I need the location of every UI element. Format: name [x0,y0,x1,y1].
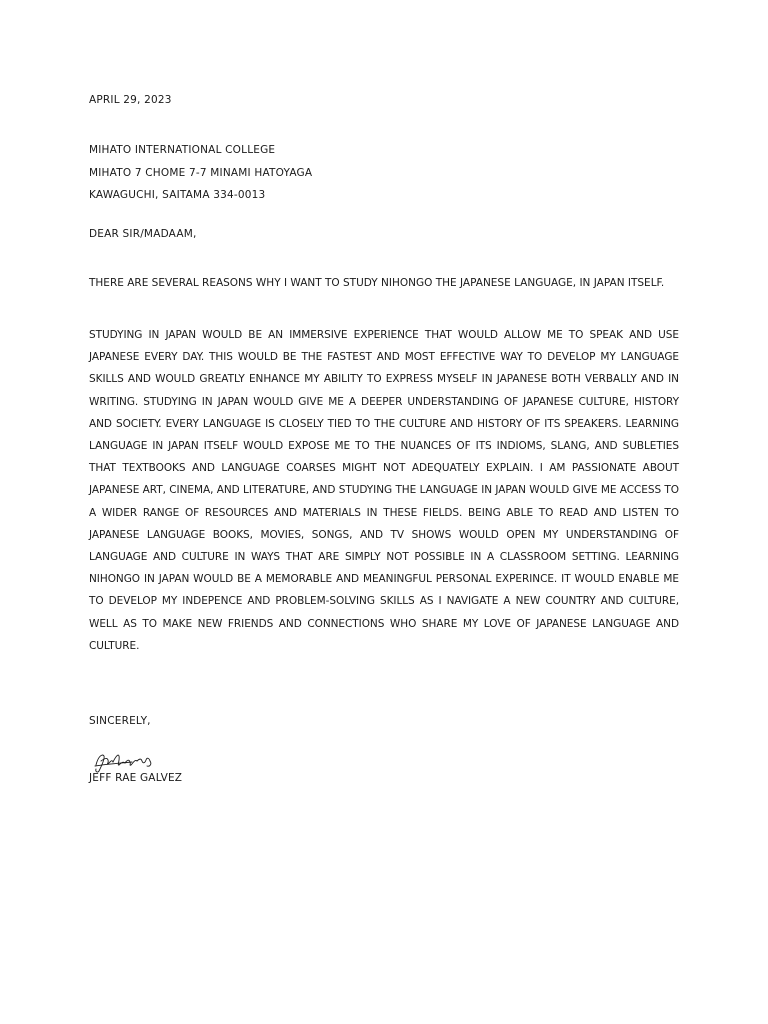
letter-date: APRIL 29, 2023 [89,94,172,106]
signer-name: JEFF RAE GALVEZ [89,772,183,784]
salutation: DEAR SIR/MADAAM, [89,228,197,240]
closing: SINCERELY, [89,715,151,727]
body-paragraph-main: STUDYING IN JAPAN WOULD BE AN IMMERSIVE EXPERIENCE THAT WOULD ALLOW ME TO SPEAK AND USE JAPANESE EVERY DAY. THIS WOULD BE THE FASTEST AND MOST EFFECTIVE WAY TO DEVELOP MY LANGUAGE SKILLS AND WOULD GREATLY ENHANCE MY ABILITY TO EXPRESS MYSELF IN JAPANESE BOTH VERBALLY AND IN WRITING. STUDYING IN JAPAN WOULD GIVE ME A DEEPER UNDERSTANDING OF JAPANESE CULTURE, HISTORY AND SOCIETY. EVERY LANGUAGE IS CLOSELY TIED TO THE CULTURE AND HISTORY OF ITS SPEAKERS. LEARNING LANGUAGE IN JAPAN ITSELF WOULD EXPOSE ME TO THE NUANCES OF ITS INDIOMS, SLANG, AND SUBLETIES THAT TEXTBOOKS AND LANGUAGE COARSES MIGHT NOT ADEQUATELY EXPLAIN. I AM PASSIONATE ABOUT JAPANESE ART, CINEMA, AND LITERATURE, AND STUDYING THE LANGUAGE IN JAPAN WOULD GIVE ME ACCESS TO A WIDER RANGE OF RESOURCES AND MATERIALS IN THESE FIELDS. BEING ABLE TO READ AND LISTEN TO JAPANESE LANGUAGE BOOKS, MOVIES, SONGS, AND TV SHOWS WOULD OPEN MY UNDERSTANDING OF LANGUAGE AND CULTURE IN WAYS THAT ARE SIMPLY NOT POSSIBLE IN A CLASSROOM SETTING. LEARNING NIHONGO IN JAPAN WOULD BE A MEMORABLE AND MEANINGFUL PERSONAL EXPERINCE. IT WOULD ENABLE ME TO DEVELOP MY INDEPENCE AND PROBLEM-SOLVING SKILLS AS I NAVIGATE A NEW COUNTRY AND CULTURE, WELL AS TO MAKE NEW FRIENDS AND CONNECTIONS WHO SHARE MY LOVE OF JAPANESE LANGUAGE AND CULTURE. [89,329,679,652]
recipient-name: MIHATO INTERNATIONAL COLLEGE [89,144,276,156]
recipient-city: KAWAGUCHI, SAITAMA 334-0013 [89,189,266,201]
body-paragraph-intro: THERE ARE SEVERAL REASONS WHY I WANT TO STUDY NIHONGO THE JAPANESE LANGUAGE, IN JAPAN ITSELF. [89,277,665,289]
recipient-address [89,139,312,207]
handwritten-signature [92,747,156,775]
recipient-street: MIHATO 7 CHOME 7-7 MINAMI HATOYAGA [89,166,313,179]
